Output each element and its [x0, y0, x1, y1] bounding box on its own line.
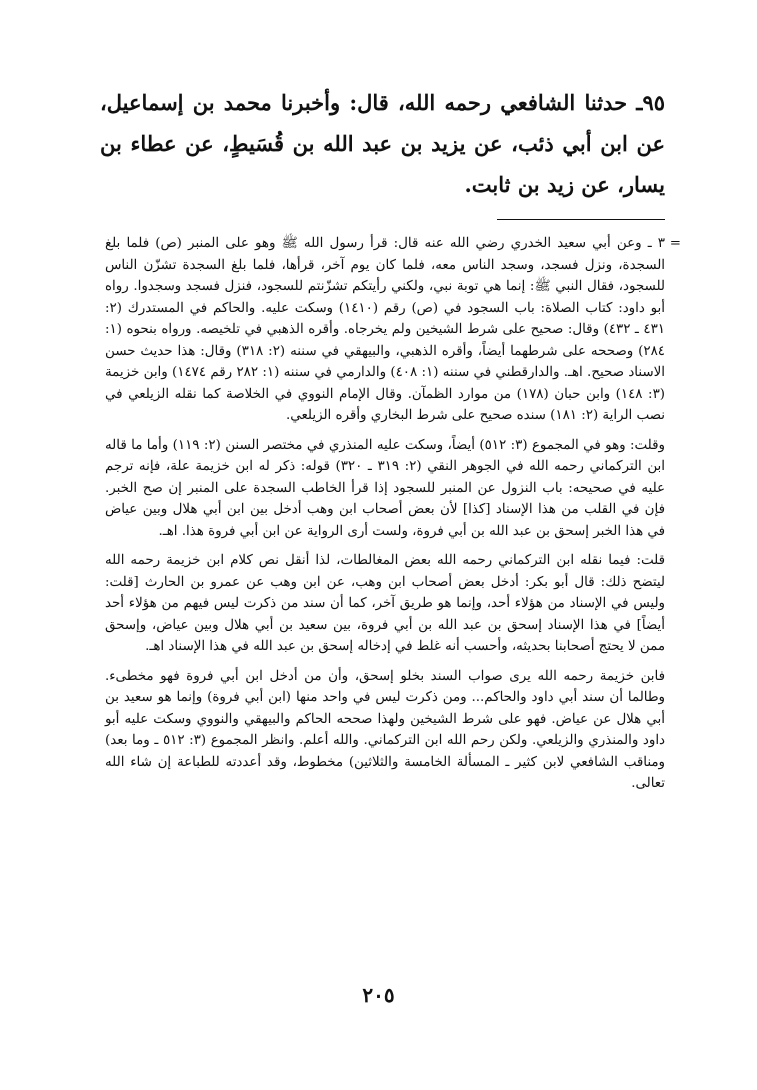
footnotes-block [105, 233, 681, 803]
footnote-paragraph-3: قلت: فيما نقله ابن التركماني رحمه الله بعض المغالطات، لذا أنقل نص كلام ابن خزيمة رحمه الله ليتضح ذلك: قال أبو بكر: أدخل بعض أصحاب ابن وهب، عن ابن وهب عن عمرو بن الحارث [قلت: وليس في الإسناد من هؤلاء أحد، وإنما هو طريق آخر، كما أن سند من ذكرت ليس فيهم من هؤلاء أحد أيضاً] في هذا الإسناد إسحق بن عبد الله بن أبي فروة، بين سعيد بن أبي هلال وبين عياض، وإسحق ممن لا يحتج أصحابنا بحديثه، وأحسب أنه غلط في إدخاله إسحق بن عبد الله في هذا الإسناد اهـ. [105, 553, 665, 654]
footnote-3-text: ٣ ـ وعن أبي سعيد الخدري رضي الله عنه قال: قرأ رسول الله ﷺ وهو على المنبر (ص) فلما بلغ السجدة، ونزل فسجد، وسجد الناس معه، فلما كان يوم آخر، قرأها، فلما بلغ السجدة تشزّن الناس للسجود، فقال النبي ﷺ: إنما هي توبة نبي، ولكني رأيتكم تشزّنتم للسجود، فنزل فسجد وسجدوا. رواه أبو داود: كتاب الصلاة: باب السجود في (ص) رقم (١٤١٠) وسكت عليه. والحاكم في المستدرك (٢: ٤٣١ ـ ٤٣٢) وقال: صحيح على شرط الشيخين ولم يخرجاه. وأقره الذهبي في تلخيصه. ورواه بنحوه (١: ٢٨٤) وصححه على شرطهما أيضاً، وأقره الذهبي، والبيهقي في سننه (٢: ٣١٨) وقال: هذا حديث حسن الاسناد صحيح. اهـ. والدارقطني في سننه (١: ٤٠٨) والدارمي في سننه (١: ٢٨٢ رقم ١٤٧٤) وابن خزيمة (٣: ١٤٨) وابن حبان (١٧٨) من موارد الظمآن. وقال الإمام النووي في الخلاصة كما نقله الزيلعي في نصب الراية (٢: ١٨١) سنده صحيح على شرط البخاري وأقره الزيلعي. [105, 236, 666, 423]
footnote-3 [105, 233, 681, 427]
hadith-number: ٩٥ [642, 90, 665, 115]
page-number: ٢٠٥ [362, 983, 395, 1007]
continuation-mark: = [669, 236, 681, 251]
footnote-paragraph-4: فابن خزيمة رحمه الله يرى صواب السند بخلو إسحق، وأن من أدخل ابن أبي فروة فهو مخطىء. وطالما أن سند أبي داود والحاكم... ومن ذكرت ليس في واحد منها (ابن أبي فروة) وإنما هو سعيد بن أبي هلال عن عياض. فهو على شرط الشيخين ولهذا صححه الحاكم والبيهقي والنووي وسكت عليه أبو داود والمنذري والزيلعي. ولكن رحم الله ابن التركماني. والله أعلم. وانظر المجموع (٣: ٥١٢ ـ وما بعد) ومناقب الشافعي لابن كثير ـ المسألة الخامسة والثلاثين) مخطوط، وقد أعددته للطباعة إن شاء الله تعالى. [105, 668, 666, 791]
footnote-separator [497, 219, 665, 220]
footnote-paragraph-2: وقلت: وهو في المجموع (٣: ٥١٢) أيضاً، وسكت عليه المنذري في مختصر السنن (٢: ١١٩) وأما ما قاله ابن التركماني رحمه الله في الجوهر النقي (٢: ٣١٩ ـ ٣٢٠) قوله: ذكر له ابن خزيمة علة، فإنه ترجم عليه في صحيحه: باب النزول عن المنبر للسجود إذا قرأ الخاطب السجدة على المنبر إن صح الخبر. فإن في القلب من هذا الإسناد [كذا] لأن بعض أصحاب ابن وهب أدخل بين ابن أبي هلال وبين عياض في هذا الخبر إسحق بن عبد الله بن أبي فروة، ولست أرى الرواية عن ابن أبي فروة هذا. اهـ. [105, 437, 666, 539]
hadith-main-text [100, 82, 665, 205]
hadith-body: ـ حدثنا الشافعي رحمه الله، قال: وأخبرنا محمد بن إسماعيل، عن ابن أبي ذئب، عن يزيد بن عبد الله بن قُسَيطٍ، عن عطاء بن يسار، عن زيد بن ثابت. [100, 90, 665, 197]
